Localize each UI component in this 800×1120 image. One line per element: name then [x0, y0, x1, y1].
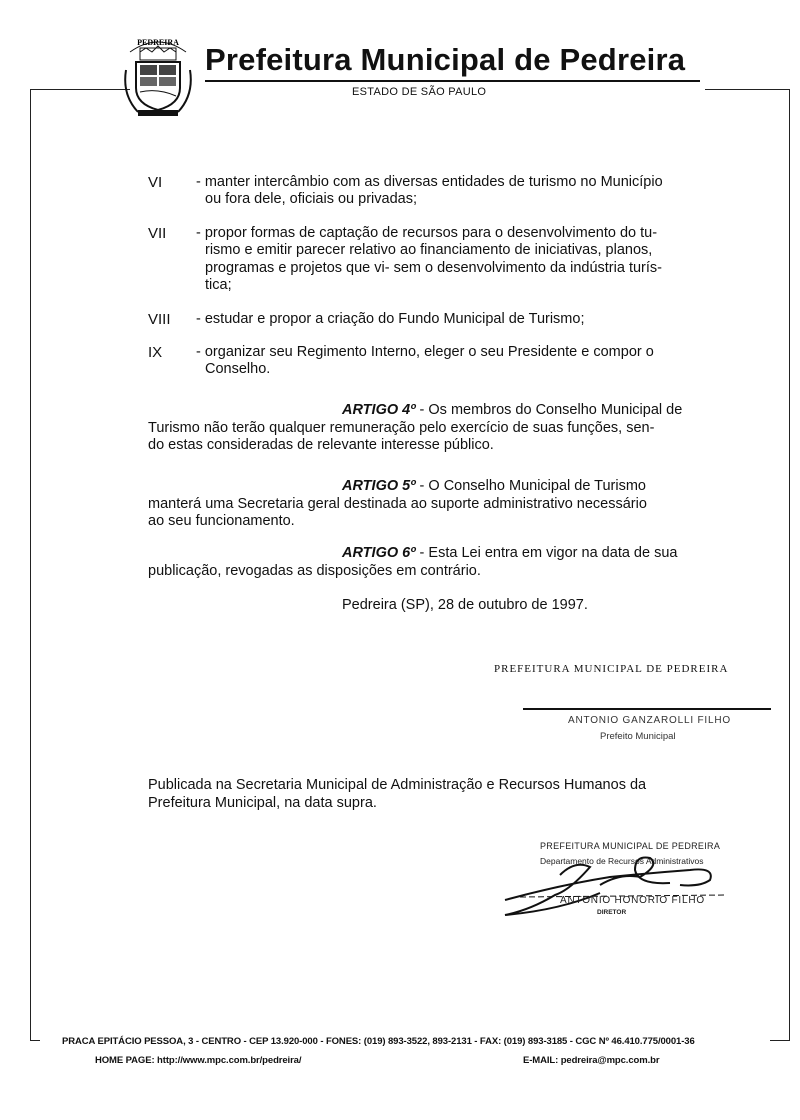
article-4-heading [342, 402, 682, 418]
frame-border-bottom [770, 1040, 790, 1041]
article-text: publicação, revogadas as disposições em contrário. [148, 563, 481, 579]
item-number: VII [148, 225, 167, 242]
prefeitura-stamp: PREFEITURA MUNICIPAL DE PEDREIRA [494, 663, 729, 675]
article-label: ARTIGO 4º [342, 402, 416, 418]
signatory-role: Prefeito Municipal [600, 731, 676, 742]
item-text: rismo e emitir parecer relativo ao financiamento de iniciativas, planos, [205, 242, 653, 258]
item-number: IX [148, 344, 163, 361]
article-text: ao seu funcionamento. [148, 513, 295, 529]
frame-border-left [30, 90, 31, 1040]
footer-address: PRACA EPITÁCIO PESSOA, 3 - CENTRO - CEP 13.920-000 - FONES: (019) 893-3522, 893-2131 - FAX: (019) 893-3185 - CGC Nº 46.410.775/0001-36 [62, 1036, 695, 1047]
title-underline [205, 80, 700, 82]
item-text: ou fora dele, oficiais ou privadas; [205, 191, 417, 207]
signatory-name: ANTONIO GANZAROLLI FILHO [568, 715, 731, 726]
item-text: tica; [205, 277, 232, 293]
article-text: - Os membros do Conselho Municipal de [415, 402, 683, 418]
page-title: Prefeitura Municipal de Pedreira [205, 42, 686, 77]
frame-border-right [789, 90, 790, 1040]
frame-border-top [705, 89, 790, 90]
article-label: ARTIGO 5º [342, 478, 416, 494]
signature-line [523, 708, 771, 710]
publication-text: Prefeitura Municipal, na data supra. [148, 795, 377, 811]
article-text: Turismo não terão qualquer remuneração pelo exercício de suas funções, sen- [148, 420, 655, 436]
department-stamp: Departamento de Recursos Administrativos [540, 856, 704, 866]
director-role: DIRETOR [597, 909, 627, 916]
item-number: VI [148, 174, 163, 191]
article-text: do estas consideradas de relevante interesse público. [148, 437, 494, 453]
article-text: manterá uma Secretaria geral destinada ao suporte administrativo necessário [148, 496, 647, 512]
item-text: programas e projetos que vi- sem o desenvolvimento da indústria turís- [205, 260, 662, 276]
date-line: Pedreira (SP), 28 de outubro de 1997. [342, 597, 588, 613]
item-number: VIII [148, 311, 171, 328]
item-text: - manter intercâmbio com as diversas entidades de turismo no Município [196, 174, 663, 190]
item-text: - estudar e propor a criação do Fundo Municipal de Turismo; [196, 311, 585, 327]
municipal-crest-logo [118, 30, 198, 120]
state-subtitle: ESTADO DE SÃO PAULO [352, 86, 487, 98]
article-text: - Esta Lei entra em vigor na data de sua [415, 545, 678, 561]
item-text: - propor formas de captação de recursos para o desenvolvimento do tu- [196, 225, 658, 241]
svg-text:PEDREIRA: PEDREIRA [137, 38, 179, 47]
article-label: ARTIGO 6º [342, 545, 416, 561]
director-name: ANTONIO HONORIO FILHO [560, 895, 705, 906]
footer-homepage: HOME PAGE: http://www.mpc.com.br/pedreira/ [95, 1055, 302, 1066]
item-text: Conselho. [205, 361, 271, 377]
article-5-heading [342, 478, 646, 494]
department-stamp: PREFEITURA MUNICIPAL DE PEDREIRA [540, 841, 721, 851]
frame-border-top [30, 89, 130, 90]
item-text: - organizar seu Regimento Interno, eleger o seu Presidente e compor o [196, 344, 654, 360]
footer-email: E-MAIL: pedreira@mpc.com.br [523, 1055, 660, 1066]
frame-border-bottom [30, 1040, 40, 1041]
article-text: - O Conselho Municipal de Turismo [415, 478, 647, 494]
article-6-heading [342, 545, 677, 561]
publication-text: Publicada na Secretaria Municipal de Administração e Recursos Humanos da [148, 777, 647, 793]
